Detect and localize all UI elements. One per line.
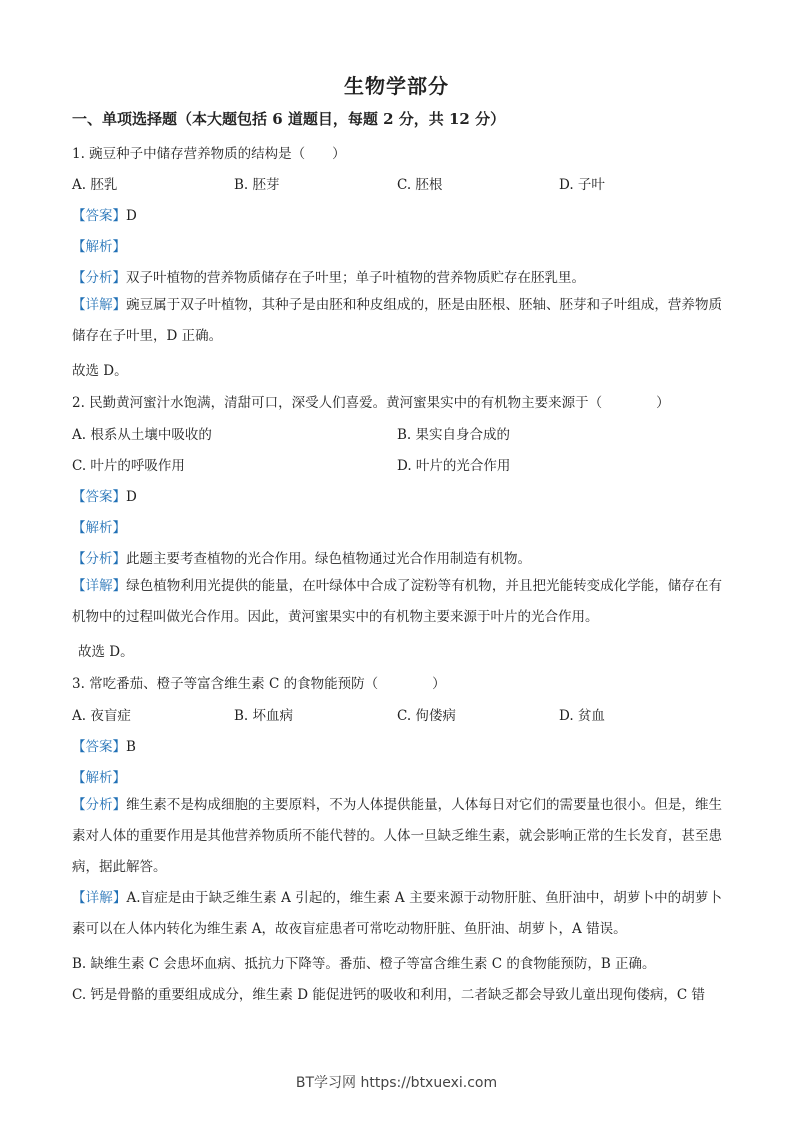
q3-line-c: C. 钙是骨骼的重要组成成分，维生素 D 能促进钙的吸收和利用，二者缺乏都会导致儿童出现佝偻病，C 错: [72, 987, 705, 1003]
footer-watermark: BT学习网 https://btxuexi.com: [295, 1075, 498, 1091]
q2-option-a: A. 根系从土壤中吸收的: [72, 427, 212, 443]
q3-option-a: A. 夜盲症: [72, 708, 131, 724]
q1-fenxi: [72, 266, 585, 286]
q3-fenxi: [72, 790, 722, 883]
fenxi-text: 双子叶植物的营养物质储存在子叶里；单子叶植物的营养物质贮存在胚乳里。: [126, 270, 585, 286]
q2-option-d: D. 叶片的光合作用: [397, 458, 511, 474]
analysis-tag: 【解析】: [72, 239, 126, 255]
question-1-stem: 1. 豌豆种子中储存营养物质的结构是（ ）: [72, 146, 346, 162]
q1-analysis-tag: [72, 235, 126, 255]
q1-option-d: D. 子叶: [559, 177, 605, 193]
q2-answer: [72, 485, 137, 505]
q2-option-b: B. 果实自身合成的: [397, 427, 511, 443]
q3-answer: [72, 735, 136, 755]
section-heading: 一、单项选择题（本大题包括 6 道题目，每题 2 分，共 12 分）: [72, 110, 506, 128]
q1-xiangjie: [72, 290, 722, 352]
answer-value: B: [126, 739, 136, 755]
q1-choose: 故选 D。: [72, 363, 128, 379]
fenxi-tag: 【分析】: [72, 270, 126, 286]
q1-option-c: C. 胚根: [397, 177, 443, 193]
q2-fenxi: [72, 547, 531, 567]
q3-option-b: B. 坏血病: [234, 708, 294, 724]
question-2-stem: 2. 民勤黄河蜜汁水饱满，清甜可口，深受人们喜爱。黄河蜜果实中的有机物主要来源于（ ）: [72, 395, 670, 411]
q3-line-b: B. 缺维生素 C 会患坏血病、抵抗力下降等。番茄、橙子等富含维生素 C 的食物能预防，B 正确。: [72, 956, 656, 972]
xiangjie-text: A.盲症是由于缺乏维生素 A 引起的，维生素 A 主要来源于动物肝脏、鱼肝油中，胡萝卜中的胡萝卜素可以在人体内转化为维生素 A，故夜盲症患者可常吃动物肝脏、鱼肝油、胡萝卜，A 错误。: [72, 890, 723, 937]
q1-option-a: A. 胚乳: [72, 177, 118, 193]
q2-xiangjie: [72, 571, 722, 633]
page-title: 生物学部分: [344, 74, 449, 98]
q1-answer: [72, 204, 137, 224]
fenxi-text: 维生素不是构成细胞的主要原料，不为人体提供能量，人体每日对它们的需要量也很小。但是，维生素对人体的重要作用是其他营养物质所不能代替的。人体一旦缺乏维生素，就会影响正常的生长发育，甚至患病，据此解答。: [72, 797, 723, 875]
q2-analysis-tag: [72, 516, 126, 536]
analysis-tag: 【解析】: [72, 520, 126, 536]
xiangjie-tag: 【详解】: [72, 297, 127, 313]
q2-option-c: C. 叶片的呼吸作用: [72, 458, 185, 474]
fenxi-tag: 【分析】: [72, 551, 126, 567]
xiangjie-text: 绿色植物利用光提供的能量，在叶绿体中合成了淀粉等有机物，并且把光能转变成化学能，储存在有机物中的过程叫做光合作用。因此，黄河蜜果实中的有机物主要来源于叶片的光合作用。: [72, 578, 723, 625]
fenxi-text: 此题主要考查植物的光合作用。绿色植物通过光合作用制造有机物。: [126, 551, 531, 567]
q2-choose: 故选 D。: [78, 644, 134, 660]
answer-tag: 【答案】: [72, 489, 126, 505]
q3-option-c: C. 佝偻病: [397, 708, 456, 724]
fenxi-tag: 【分析】: [72, 797, 127, 813]
q3-xiangjie: [72, 883, 722, 945]
answer-tag: 【答案】: [72, 739, 126, 755]
xiangjie-tag: 【详解】: [72, 890, 127, 906]
xiangjie-text: 豌豆属于双子叶植物，其种子是由胚和种皮组成的，胚是由胚根、胚轴、胚芽和子叶组成，营养物质储存在子叶里，D 正确。: [72, 297, 723, 344]
q1-option-b: B. 胚芽: [234, 177, 280, 193]
analysis-tag: 【解析】: [72, 770, 126, 786]
answer-value: D: [126, 208, 137, 224]
q3-option-d: D. 贫血: [559, 708, 605, 724]
answer-value: D: [126, 489, 137, 505]
xiangjie-tag: 【详解】: [72, 578, 127, 594]
q3-analysis-tag: [72, 766, 126, 786]
question-3-stem: 3. 常吃番茄、橙子等富含维生素 C 的食物能预防（ ）: [72, 676, 446, 692]
answer-tag: 【答案】: [72, 208, 126, 224]
